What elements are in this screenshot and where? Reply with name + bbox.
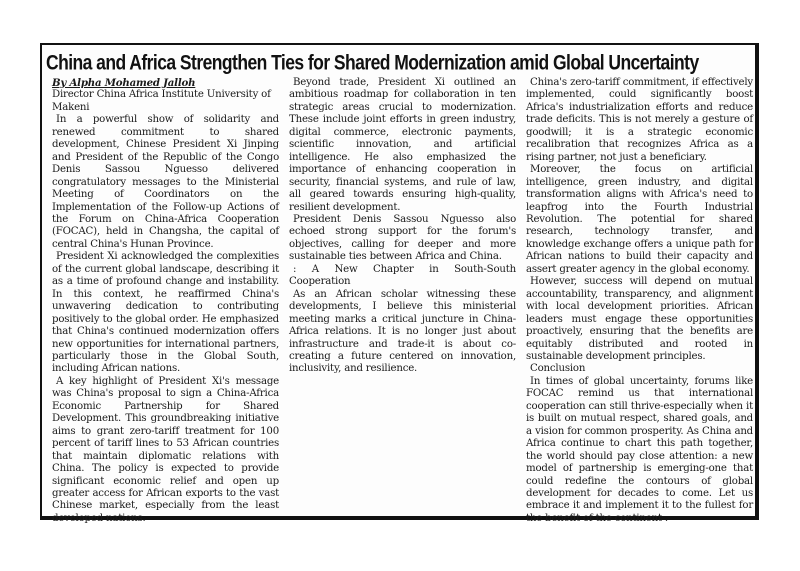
column-3	[526, 77, 753, 524]
article-headline: China and Africa Strengthen Ties for Shared Modernization amid Global Uncertainty	[46, 50, 699, 75]
paragraph: Moreover, the focus on artificial intelligence, green industry, and digital transformation aligns with Africa's need to leapfrog into the Fourth Industrial Revolution. The potential for shared research, technology transfer, and knowledge exchange offers a unique path for African nations to build their capacity and assert greater agency in the global economy.	[526, 164, 753, 275]
column-2	[289, 77, 516, 515]
paragraph: Beyond trade, President Xi outlined an ambitious roadmap for collaboration in ten strategic areas crucial to modernization. These include joint efforts in green industry, digital commerce, electronic payments, scientific innovation, and artificial intelligence. He also emphasized the importance of enhancing cooperation in security, financial systems, and rule of law, all geared towards ensuring high-quality, resilient development.	[289, 77, 516, 213]
subheading: Conclusion	[530, 363, 586, 375]
paragraph: In times of global uncertainty, forums like FOCAC remind us that international cooperation can still thrive-especially when it is built on mutual respect, shared goals, and a vision for common prosperity. As China and Africa continue to chart this path together, the world should pay close attention: a new model of partnership is emerging-one that could redefine the contours of global development for decades to come. Let us embrace it and implement it to the fullest for the benefit of the continent .	[526, 375, 753, 524]
paragraph: President Xi acknowledged the complexities of the current global landscape, describing it as a time of profound change and instability. In this context, he reaffirmed China's unwavering dedication to contributing positively to the global order. He emphasized that China's continued modernization offers new opportunities for international partners, particularly those in the Global South, including African nations.	[52, 251, 279, 375]
article-body	[52, 77, 754, 524]
paragraph: In a powerful show of solidarity and renewed commitment to shared development, Chinese President Xi Jinping and President of the Republic of the Congo Denis Sassou Nguesso delivered congratulatory messages to the Ministerial Meeting of Coordinators on the Implementation of the Follow-up Actions of the Forum on China-Africa Cooperation (FOCAC), held in Changsha, the capital of central China's Hunan Province.	[52, 114, 279, 250]
paragraph: However, success will depend on mutual accountability, transparency, and alignment with local development priorities. African leaders must engage these opportunities proactively, ensuring that the benefits are equitably distributed and rooted in sustainable development principles.	[526, 276, 753, 362]
author-bio: Director China Africa Institute University of Makeni	[52, 89, 271, 113]
newspaper-clipping	[40, 43, 759, 524]
paragraph: President Denis Sassou Nguesso also echoed strong support for the forum's objectives, calling for deeper and more sustainable ties between Africa and China.	[289, 213, 516, 263]
subheading: : A New Chapter in South-South Cooperation	[289, 263, 516, 288]
paragraph: As an African scholar witnessing these developments, I believe this ministerial meeting marks a critical juncture in China-Africa relations. It is no longer just about infrastructure and trade-it is about co-creating a future centered on innovation, inclusivity, and resilience.	[289, 288, 516, 375]
byline: By Alpha Mohamed Jalloh	[52, 77, 196, 89]
column-1	[52, 77, 279, 524]
paragraph: China's zero-tariff commitment, if effectively implemented, could significantly boost Africa's industrialization efforts and reduce trade deficits. This is not merely a gesture of goodwill; it is a strategic economic recalibration that recognizes Africa as a rising partner, not just a beneficiary.	[526, 77, 753, 163]
paragraph: A key highlight of President Xi's message was China's proposal to sign a China-Africa Economic Partnership for Shared Development. This groundbreaking initiative aims to grant zero-tariff treatment for 100 percent of tariff lines to 53 African countries that maintain diplomatic relations with China. The policy is expected to provide significant economic relief and open up greater access for African exports to the vast Chinese market, especially from the least developed nations.	[52, 375, 279, 524]
